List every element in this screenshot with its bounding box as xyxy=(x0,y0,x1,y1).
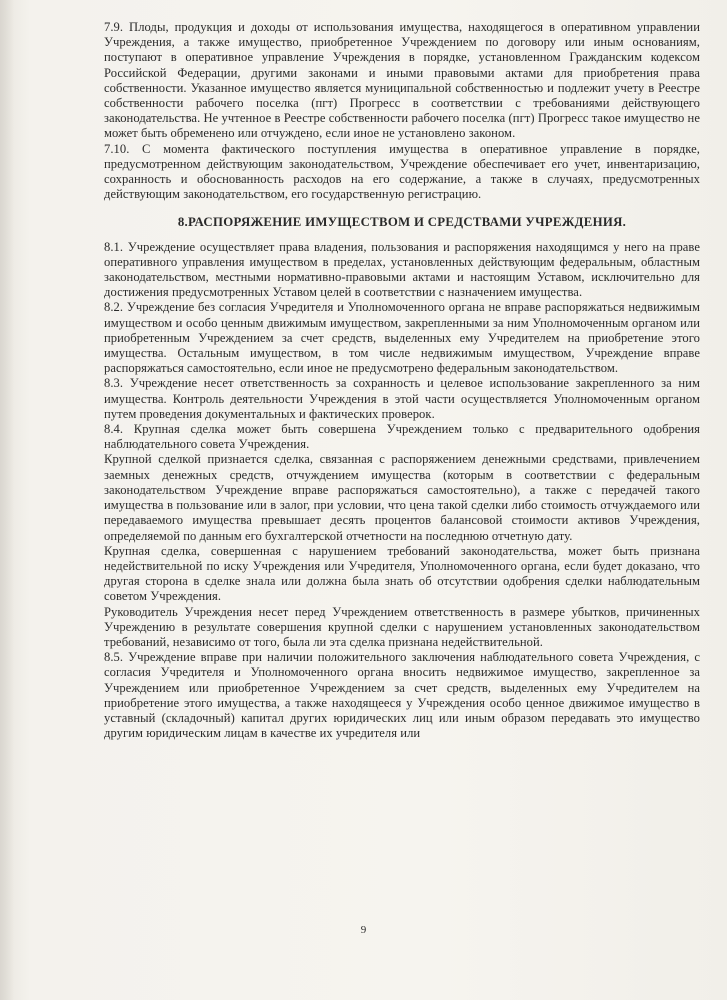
paragraph-7-10: 7.10. С момента фактического поступления имущества в оперативное управление в порядке, предусмотренном действующим законодательством, Учреждение обеспечивает его учет, инвентаризацию, сохранность и обоснованность расходов на его содержание, а также в случаях, предусмотренных действующим законодательством, его государственную регистрацию. xyxy=(104,141,700,202)
paragraph-8-1: 8.1. Учреждение осуществляет права владения, пользования и распоряжения находящимся у него на праве оперативного управления имуществом в пределах, установленных действующим федеральным, областным законодательством, местными нормативно-правовыми актами и настоящим Уставом, исключительно для достижения предусмотренных Уставом целей в соответствии с назначением имущества. xyxy=(104,239,700,300)
document-body xyxy=(104,20,700,741)
paragraph-large-deal-definition: Крупной сделкой признается сделка, связанная с распоряжением денежными средствами, привлечением заемных денежных средств, отчуждением имущества (которым в соответствии с федеральным законодательством Учреждение вправе распоряжаться самостоятельно), а также с передачей такого имущества в пользование или в залог, при условии, что цена такой сделки либо стоимость отчуждаемого или передаваемого имущества превышает десять процентов балансовой стоимости активов Учреждения, определяемой по данным его бухгалтерской отчетности на последнюю отчетную дату. xyxy=(104,452,700,543)
paragraph-8-3: 8.3. Учреждение несет ответственность за сохранность и целевое использование закрепленного за ним имущества. Контроль деятельности Учреждения в этой части осуществляется Уполномоченным органом путем проведения документальных и фактических проверок. xyxy=(104,376,700,421)
page-edge-shadow xyxy=(0,0,14,1000)
paragraph-large-deal-invalidity: Крупная сделка, совершенная с нарушением требований законодательства, может быть признана недействительной по иску Учреждения или Учредителя, Уполномоченного органа, если будет доказано, что другая сторона в сделке знала или должна была знать об отсутствии одобрения сделки наблюдательным советом Учреждения. xyxy=(104,543,700,604)
paragraph-7-9: 7.9. Плоды, продукция и доходы от использования имущества, находящегося в оперативном управлении Учреждения, а также имущество, приобретенное Учреждением по договору или иным основаниям, поступают в оперативное управление Учреждения в порядке, установленном Гражданским кодексом Российской Федерации, другими законами и иными правовыми актами для приобретения права собственности. Указанное имущество является муниципальной собственностью и подлежит учету в Реестре собственности рабочего поселка (пгт) Прогресс в соответствии с требованиями действующего законодательства. Не учтенное в Реестре собственности рабочего поселка (пгт) Прогресс такое имущество не может быть обременено или отчуждено, если иное не установлено законом. xyxy=(104,20,700,141)
paragraph-8-5: 8.5. Учреждение вправе при наличии положительного заключения наблюдательного совета Учреждения, с согласия Учредителя и Уполномоченного органа вносить недвижимое имущество, закрепленное за Учреждением или приобретенное Учреждением за счет средств, выделенных ему Учредителем на приобретение этого имущества, а также находящееся у Учреждения особо ценное движимое имущество в уставный (складочный) капитал других юридических лиц или иным образом передавать это имущество другим юридическим лицам в качестве их учредителя или xyxy=(104,650,700,741)
paragraph-8-2: 8.2. Учреждение без согласия Учредителя и Уполномоченного органа не вправе распоряжаться недвижимым имуществом и особо ценным движимым имуществом, закрепленными за ним Уполномоченным органом или приобретенным Учреждением за счет средств, выделенных ему Учредителем на приобретение этого имущества. Остальным имуществом, в том числе недвижимым имуществом, Учреждение вправе распоряжаться самостоятельно, если иное не предусмотрено федеральным законодательством. xyxy=(104,300,700,376)
paragraph-8-4: 8.4. Крупная сделка может быть совершена Учреждением только с предварительного одобрения наблюдательного совета Учреждения. xyxy=(104,422,700,452)
section-title: 8.РАСПОРЯЖЕНИЕ ИМУЩЕСТВОМ И СРЕДСТВАМИ УЧРЕЖДЕНИЯ. xyxy=(177,215,627,230)
paragraph-director-liability: Руководитель Учреждения несет перед Учреждением ответственность в размере убытков, причиненных Учреждению в результате совершения крупной сделки с нарушением установленных законодательством требований, независимо от того, была ли эта сделка признана недействительной. xyxy=(104,604,700,649)
page-number: 9 xyxy=(360,924,367,936)
